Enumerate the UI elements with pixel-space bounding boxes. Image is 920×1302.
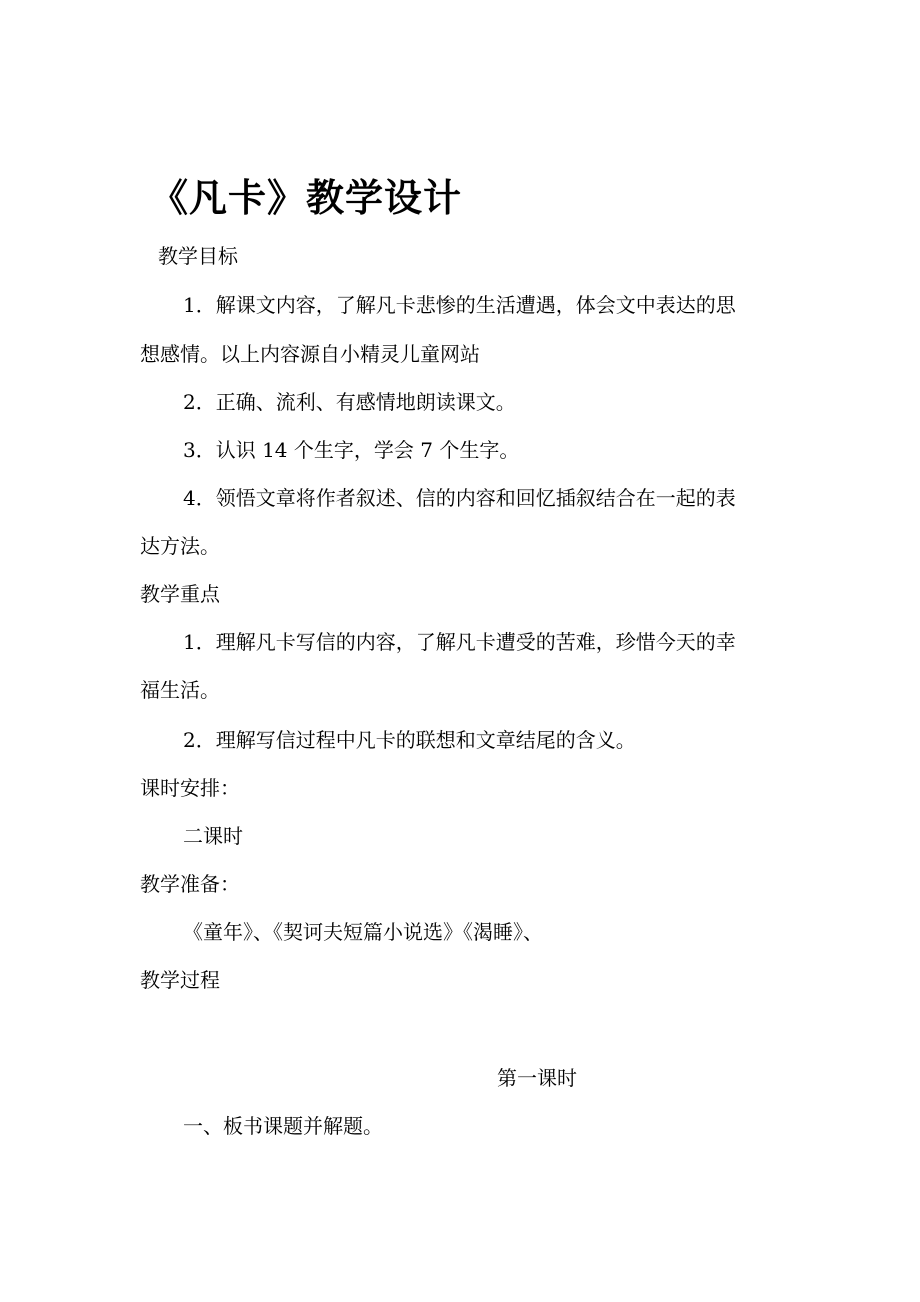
prep-heading: 教学准备： — [140, 872, 240, 896]
objective-4-line1: 4．领悟文章将作者叙述、信的内容和回忆插叙结合在一起的表 — [183, 486, 736, 510]
schedule-heading: 课时安排： — [140, 776, 240, 800]
objective-1-line2: 想感情。以上内容源自小精灵儿童网站 — [140, 342, 480, 366]
prep-value: 《童年》、《契诃夫短篇小说选》《渴睡》、 — [183, 920, 543, 944]
objective-2: 2．正确、流利、有感情地朗读课文。 — [183, 390, 516, 414]
keypoints-heading: 教学重点 — [140, 582, 220, 606]
objective-3: 3．认识 14 个生字，学会 7 个生字。 — [183, 438, 520, 462]
process-heading: 教学过程 — [140, 968, 220, 992]
keypoint-1-line1: 1．理解凡卡写信的内容，了解凡卡遭受的苦难，珍惜今天的幸 — [183, 630, 736, 654]
keypoint-1-line2: 福生活。 — [140, 678, 220, 702]
objective-4-line2: 达方法。 — [140, 534, 220, 558]
step-1: 一、板书课题并解题。 — [183, 1114, 383, 1138]
objective-1-line1: 1．解课文内容，了解凡卡悲惨的生活遭遇，体会文中表达的思 — [183, 293, 736, 317]
objectives-heading: 教学目标 — [158, 244, 238, 268]
document-title: 《凡卡》教学设计 — [150, 175, 463, 220]
keypoint-2: 2．理解写信过程中凡卡的联想和文章结尾的含义。 — [183, 728, 636, 752]
schedule-value: 二课时 — [183, 824, 243, 848]
lesson-1-heading: 第一课时 — [497, 1066, 577, 1090]
